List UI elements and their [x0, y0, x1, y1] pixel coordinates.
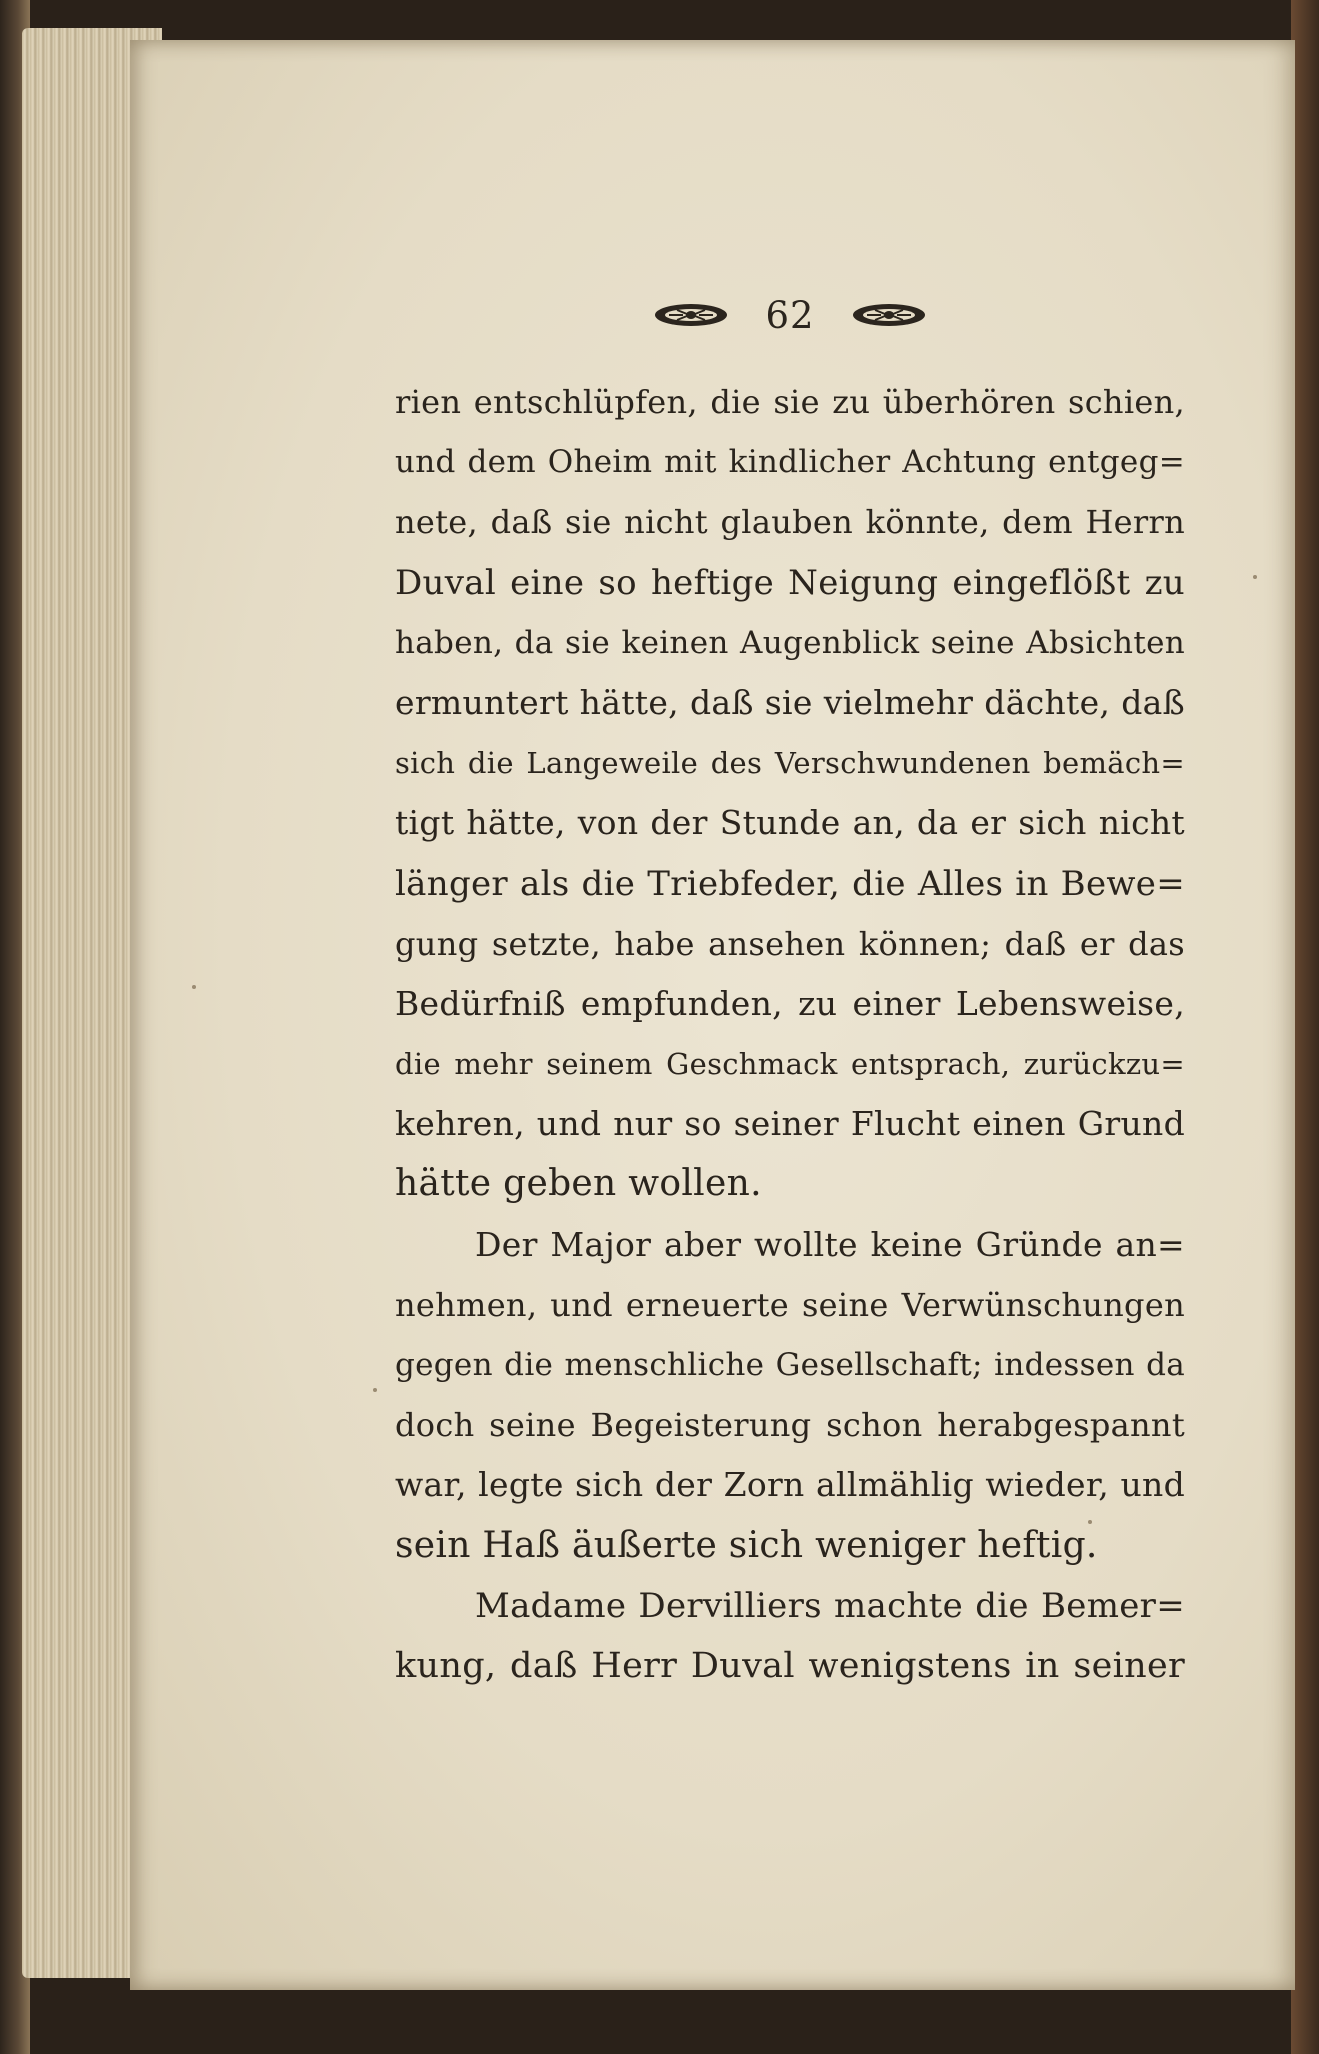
- text-line: Bedürfniß empfunden, zu einer Lebensweise,: [395, 983, 1185, 1023]
- paper-speck: [373, 1388, 377, 1392]
- paper-speck: [1253, 575, 1257, 579]
- text-line: Der Major aber wollte keine Gründe an=: [475, 1224, 1185, 1264]
- text-line: haben, da sie keinen Augenblick seine Absichten: [395, 624, 1185, 661]
- text-line: Duval eine so heftige Neigung eingeflößt zu: [395, 562, 1185, 603]
- text-line: sein Haß äußerte sich weniger heftig.: [395, 1524, 1098, 1566]
- ornament-left-icon: [653, 301, 729, 329]
- text-line: nehmen, und erneuerte seine Verwünschungen: [395, 1285, 1185, 1324]
- book-cover-right: [1291, 0, 1319, 2054]
- page-number: 62: [765, 293, 815, 337]
- ornament-right-icon: [851, 301, 927, 329]
- text-line: tigt hätte, von der Stunde an, da er sich nicht: [395, 803, 1185, 843]
- text-line: war, legte sich der Zorn allmählig wieder, und: [395, 1465, 1185, 1505]
- text-line: Madame Dervilliers machte die Bemer=: [475, 1585, 1185, 1626]
- text-line: die mehr seinem Geschmack entsprach, zurückzu=: [395, 1047, 1185, 1082]
- text-line: sich die Langeweile des Verschwundenen bemäch=: [395, 746, 1185, 781]
- text-line: hätte geben wollen.: [395, 1163, 762, 1205]
- text-line: länger als die Triebfeder, die Alles in Bewe=: [395, 863, 1185, 904]
- text-line: doch seine Begeisterung schon herabgespannt: [395, 1406, 1185, 1445]
- page-header: [640, 290, 940, 340]
- text-line: kung, daß Herr Duval wenigstens in seiner: [395, 1645, 1185, 1686]
- text-line: nete, daß sie nicht glauben könnte, dem Herrn: [395, 503, 1185, 542]
- text-line: ermuntert hätte, daß sie vielmehr dächte, daß: [395, 682, 1185, 722]
- body-text: [395, 372, 1185, 1696]
- text-line: rien entschlüpfen, die sie zu überhören schien,: [395, 383, 1185, 421]
- paper-speck: [192, 985, 196, 989]
- text-line: gung setzte, habe ansehen können; daß er das: [395, 924, 1185, 963]
- text-line: und dem Oheim mit kindlicher Achtung entgeg=: [395, 444, 1185, 481]
- text-line: kehren, und nur so seiner Flucht einen Grund: [395, 1104, 1185, 1144]
- text-line: gegen die menschliche Gesellschaft; indessen da: [395, 1347, 1185, 1383]
